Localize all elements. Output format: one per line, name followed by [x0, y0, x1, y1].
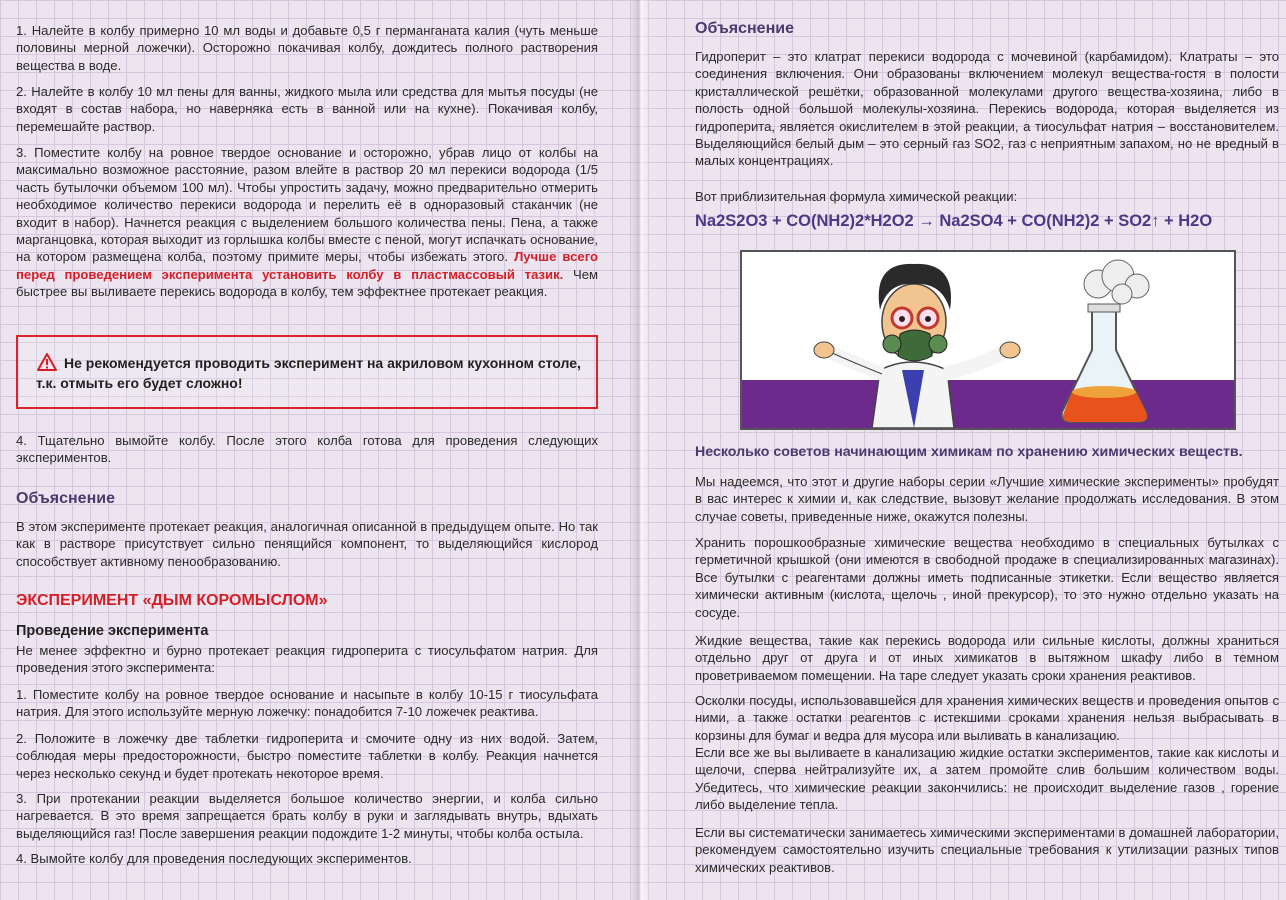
page-spine: [630, 0, 650, 900]
step-4: 4. Тщательно вымойте колбу. После этого колба готова для проведения следующих экспериментов.: [16, 433, 598, 466]
reaction-formula: Na2S2O3 + CO(NH2)2*H2O2 → Na2SO4 + CO(NH2)2 + SO2↑ + H2O: [695, 212, 1213, 230]
step-3-text: 3. Поместите колбу на ровное твердое основание и осторожно, убрав лицо от колбы на максимально возможное расстояние, разом влейте в раствор 20 мл перекиси водорода (1/5 часть бутылочки объемом 100 мл). Чтобы упростить задачу, можно предварительно отмерить необходимое количество перекиси водорода и перелить её в одноразовый стаканчик (не входит в набор). Начнется реакция с выделением большого количества пены. Пена, а также марганцовка, которая выходит из горлышка колбы вместе с пеной, могут испачкать основание, на котором размещена колба, поэтому примите меры, чтобы избежать этого.: [16, 145, 598, 265]
tip-6: Если вы систематически занимаетесь химическими экспериментами в домашней лаборатории, рекомендуем самостоятельно изучить специальные требования к утилизации разных типов химических реактивов.: [695, 825, 1279, 875]
left-page: [0, 0, 632, 900]
experiment-step-2: 2. Положите в ложечку две таблетки гидроперита и смочите одну из них водой. Затем, соблюдая меры предосторожности, быстро поместите таблетки в колбу. Реакция начнется через несколько секунд и будет протекать некоторое время.: [16, 731, 598, 781]
step-2: 2. Налейте в колбу 10 мл пены для ванны, жидкого мыла или средства для мытья посуды (не входят в состав набора, но наверняка есть в ванной или на кухне). Покачивая колбу, перемешайте раствор.: [16, 84, 598, 134]
warning-message: Не рекомендуется проводить эксперимент на акриловом кухонном столе, т.к. отмыть его будет сложно!: [36, 355, 581, 391]
warning-box: [16, 335, 598, 409]
chemist-drawing: [742, 252, 1234, 428]
experiment-step-3: 3. При протекании реакции выделяется большое количество энергии, и колба сильно нагревается. В это время запрещается брать колбу в руки и заглядывать внутрь, вдыхать выделяющийся газ! После завершения реакции подождите 1-2 минуты, чтобы колба остыла.: [16, 791, 598, 841]
step-3: [16, 144, 598, 301]
experiment-title: ЭКСПЕРИМЕНТ «ДЫМ КОРОМЫСЛОМ»: [16, 592, 328, 609]
step-3-warning: Лучше всего перед проведением эксперимента установить колбу в пластмассовый тазик.: [16, 249, 598, 282]
chemist-illustration: [740, 250, 1236, 430]
warning-icon: [36, 353, 58, 371]
explanation-left: В этом эксперименте протекает реакция, аналогичная описанной в предыдущем опыте. Но так как в растворе присутствует сильно пенящийся компонент, то выделяющийся кислород способствует активному пенообразованию.: [16, 519, 598, 569]
experiment-step-4: 4. Вымойте колбу для проведения последующих экспериментов.: [16, 851, 412, 866]
explanation-title-left: Объяснение: [16, 490, 115, 507]
tip-4: Осколки посуды, использовавшейся для хранения химических веществ и проведения опытов с ними, а также остатки реагентов с истекшими сроками хранения нельзя выбрасывать в корзины для бумаг и ведра для мусора или выливать в канализацию.: [695, 693, 1279, 743]
step-3-text-end: Чем быстрее вы выливаете перекись водорода в колбу, тем эффектнее протекает реакция.: [16, 266, 599, 300]
procedure-title: Проведение эксперимента: [16, 623, 209, 639]
step-1: 1. Налейте в колбу примерно 10 мл воды и добавьте 0,5 г перманганата калия (чуть меньше половины мерной ложечки). Осторожно покачивая колбу, дождитесь полного растворения вещества в воде.: [16, 23, 598, 73]
explanation-right: Гидроперит – это клатрат перекиси водорода с мочевиной (карбамидом). Клатраты – это соединения включения. Они образованы включением молекул вещества-гостя в полости кристаллической решётки, образованной молекулами другого вещества-хозяина, либо в полость одной большой молекулы-хозяина. Перекись водорода, которая выделяется из гидроперита, является окислителем в этой реакции, а тиосульфат натрия – восстановителем. Выделяющийся белый дым – это серный газ SO2, газ с неприятным запахом, но не вредный в малых концентрациях.: [695, 49, 1279, 169]
tips-title: Несколько советов начинающим химикам по хранению химических веществ.: [695, 444, 1243, 460]
tip-1: Мы надеемся, что этот и другие наборы серии «Лучшие химические эксперименты» пробудят в вас интерес к химии и, как следствие, вызовут желание продолжать исследования. В этом случае советы, приведенные ниже, окажутся полезны.: [695, 474, 1279, 524]
experiment-step-1: 1. Поместите колбу на ровное твердое основание и насыпьте в колбу 10-15 г тиосульфата натрия. Для этого используйте мерную ложечку: понадобится 7-10 ложечек реактива.: [16, 687, 598, 720]
warning-text: [36, 353, 586, 393]
formula-intro: Вот приблизительная формула химической реакции:: [695, 189, 1018, 204]
right-page: [648, 0, 1286, 900]
tip-5: Если все же вы выливаете в канализацию жидкие остатки экспериментов, такие как кислоты и щелочи, сперва нейтрализуйте их, а затем промойте слив большим количеством воды. Убедитесь, что химические реакции закончились: не происходит выделение газов , горение либо выделение тепла.: [695, 745, 1279, 813]
tip-2: Хранить порошкообразные химические вещества необходимо в специальных бутылках с герметичной крышкой (они имеются в свободной продаже в специализированных магазинах). Все бутылки с реагентами должны иметь подписанные этикетки. Если вещество является химически активным (кислота, щелочь , иной прекурсор), то это нужно отдельно указать на сосуде.: [695, 535, 1279, 620]
procedure-intro: Не менее эффектно и бурно протекает реакция гидроперита с тиосульфатом натрия. Для проведения этого эксперимента:: [16, 643, 598, 676]
tip-3: Жидкие вещества, такие как перекись водорода или сильные кислоты, должны храниться отдельно друг от друга и от иных химикатов в вытяжном шкафу либо в темном проветриваемом помещении. На таре следует указать сроки хранения реактивов.: [695, 633, 1279, 683]
explanation-title-right: Объяснение: [695, 20, 794, 37]
